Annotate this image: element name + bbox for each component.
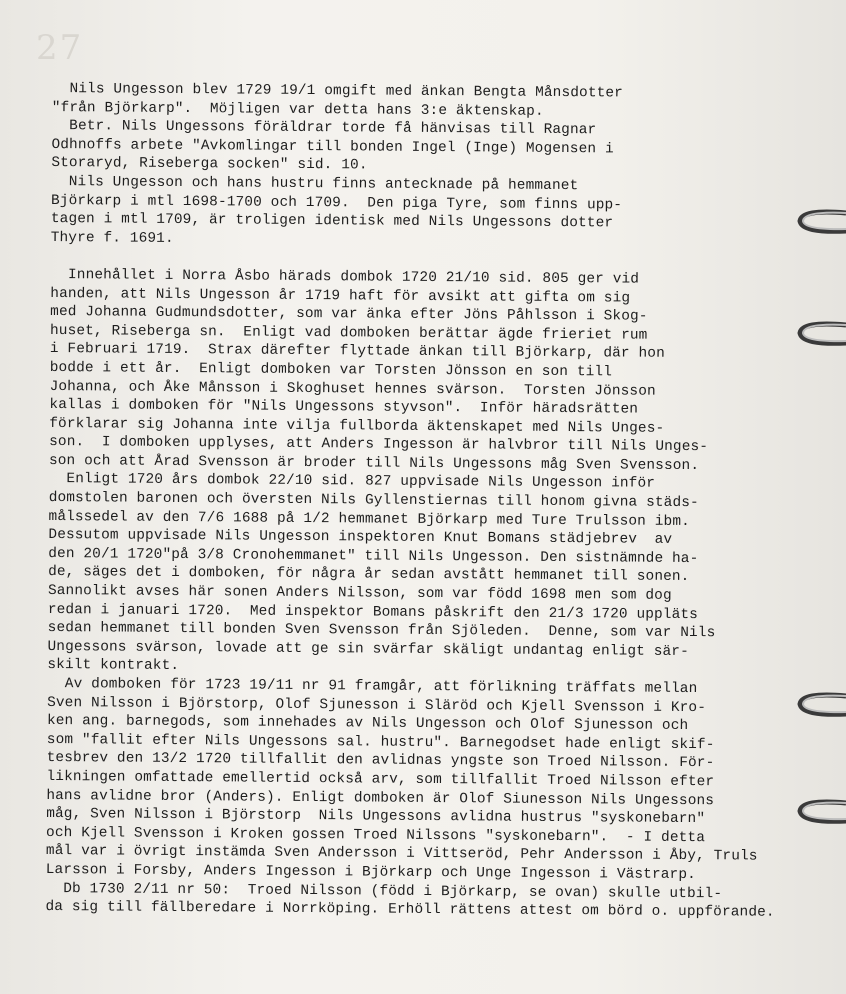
text-line: i Februari 1719. Strax därefter flyttade änkan till Björkarp, där hon — [49, 341, 665, 363]
text-line: handen, att Nils Ungesson år 1719 haft för avsikt att gifta om sig — [50, 285, 631, 307]
text-line: målssedel av den 7/6 1688 på 1/2 hemmanet Björkarp med Ture Trulsson ibm. — [48, 508, 690, 530]
text-line: sedan hemmanet till bonden Sven Svensson från Sjöleden. Denne, som var Nils — [47, 620, 716, 642]
text-line: förklarar sig Johanna inte vilja fullborda äktenskapet med Nils Unges- — [49, 415, 665, 437]
text-line: Enligt 1720 års dombok 22/10 sid. 827 uppvisade Nils Ungesson inför — [48, 471, 656, 493]
text-line: Nils Ungesson blev 1729 19/1 omgift med änkan Bengta Månsdotter — [51, 80, 624, 102]
typed-text-body — [45, 80, 812, 923]
binder-ring-icon — [794, 319, 846, 349]
text-line: Thyre f. 1691. — [50, 229, 174, 247]
text-line: Odhnoffs arbete "Avkomlingar till bonden Ingel (Inge) Mogensen i — [51, 136, 614, 158]
text-line: son. I domboken upplyses, att Anders Ingesson är halvbror till Nils Unges- — [49, 434, 709, 456]
text-line: tagen i mtl 1709, är troligen identisk med Nils Ungessons dotter — [50, 211, 614, 232]
text-line: likningen omfattade emellertid också arv, som tillfallit Troed Nilsson efter — [46, 768, 715, 791]
text-line: Innehållet i Norra Åsbo härads dombok 1720 21/10 sid. 805 ger vid — [50, 266, 640, 288]
text-line: med Johanna Gudmundsdotter, som var änka efter Jöns Påhlsson i Skog- — [50, 304, 648, 325]
text-line: da sig till fällberedare i Norrköping. Erhöll rättens attest om börd o. uppförande. — [45, 899, 775, 921]
binder-ring-icon — [794, 207, 846, 237]
text-line: som "fallit efter Nils Ungessons sal. hustru". Barnegodset hade enligt skif- — [46, 731, 715, 754]
binder-ring-icon — [794, 690, 846, 720]
text-line: huset, Riseberga sn. Enligt vad domboken berättar ägde frieriet rum — [49, 322, 648, 344]
text-line: Ungessons svärson, lovade att ge sin svärfar skäligt undantag enligt sär- — [47, 638, 689, 660]
text-line: Sannolikt avses här sonen Anders Nilsson, som var född 1698 men som dog — [47, 583, 672, 604]
page-number: 27 — [36, 28, 84, 68]
text-line: Dessutom uppvisade Nils Ungesson inspektoren Knut Bomans städjebrev av — [48, 527, 673, 549]
text-line: ken ang. barnegods, som innehades av Nils Ungesson och Olof Sjunesson och — [46, 713, 689, 735]
text-line: Betr. Nils Ungessons föräldrar torde få hänvisas till Ragnar — [51, 118, 597, 139]
text-line: Johanna, och Åke Månsson i Skoghuset hennes svärson. Torsten Jönsson — [49, 378, 656, 400]
text-line: den 20/1 1720"på 3/8 Cronohemmanet" till Nils Ungesson. Den sistnämnde ha- — [48, 545, 699, 567]
text-line: Nils Ungesson och hans hustru finns antecknade på hemmanet — [51, 173, 579, 195]
text-line: Björkarp i mtl 1698-1700 och 1709. Den piga Tyre, som finns upp- — [50, 192, 623, 214]
text-line: bodde i ett år. Enligt domboken var Torsten Jönsson en son till — [49, 359, 613, 381]
text-line: hans avlidne bror (Anders). Enligt domboken är Olof Siunesson Nils Ungessons — [46, 787, 715, 809]
text-line: Storaryd, Riseberga socken" sid. 10. — [51, 155, 368, 174]
text-line: son och att Årad Svensson är broder till Nils Ungessons måg Sven Svensson. — [48, 452, 700, 474]
text-line: de, säges det i domboken, för några år sedan avstått hemmanet till sonen. — [48, 564, 690, 586]
text-line: Sven Nilsson i Björstorp, Olof Sjunesson i Släröd och Kjell Svensson i Kro- — [47, 694, 707, 716]
text-line: Av domboken för 1723 19/11 nr 91 framgår, att förlikning träffats mellan — [47, 675, 698, 698]
text-line: måg, Sven Nilsson i Björstorp Nils Ungessons avlidna hustrus "syskonebarn" — [46, 806, 706, 828]
text-line: Larsson i Forsby, Anders Ingesson i Björkarp och Unge Ingesson i Västrarp. — [45, 861, 696, 884]
text-line: skilt kontrakt. — [47, 657, 180, 675]
text-line: tesbrev den 13/2 1720 tillfallit den avlidnas yngste son Troed Nilsson. För- — [46, 750, 715, 772]
text-line: redan i januari 1720. Med inspektor Bomans påskrift den 21/3 1720 uppläts — [47, 601, 699, 623]
text-line: "från Björkarp". Möjligen var detta hans 3:e äktenskap. — [51, 99, 544, 120]
text-line: domstolen baronen och översten Nils Gyllenstiernas till honom givna städs- — [48, 490, 699, 512]
text-line: Db 1730 2/11 nr 50: Troed Nilsson (född i Björkarp, se ovan) skulle utbil- — [45, 880, 723, 902]
binder-ring-icon — [794, 797, 846, 827]
text-line: kallas i domboken för "Nils Ungessons styvson". Inför häradsrätten — [49, 397, 639, 418]
text-line: mål var i övrigt instämda Sven Andersson i Vittseröd, Pehr Andersson i Åby, Truls — [45, 843, 758, 865]
text-line: och Kjell Svensson i Kroken gossen Troed Nilssons "syskonebarn". - I detta — [46, 824, 706, 846]
